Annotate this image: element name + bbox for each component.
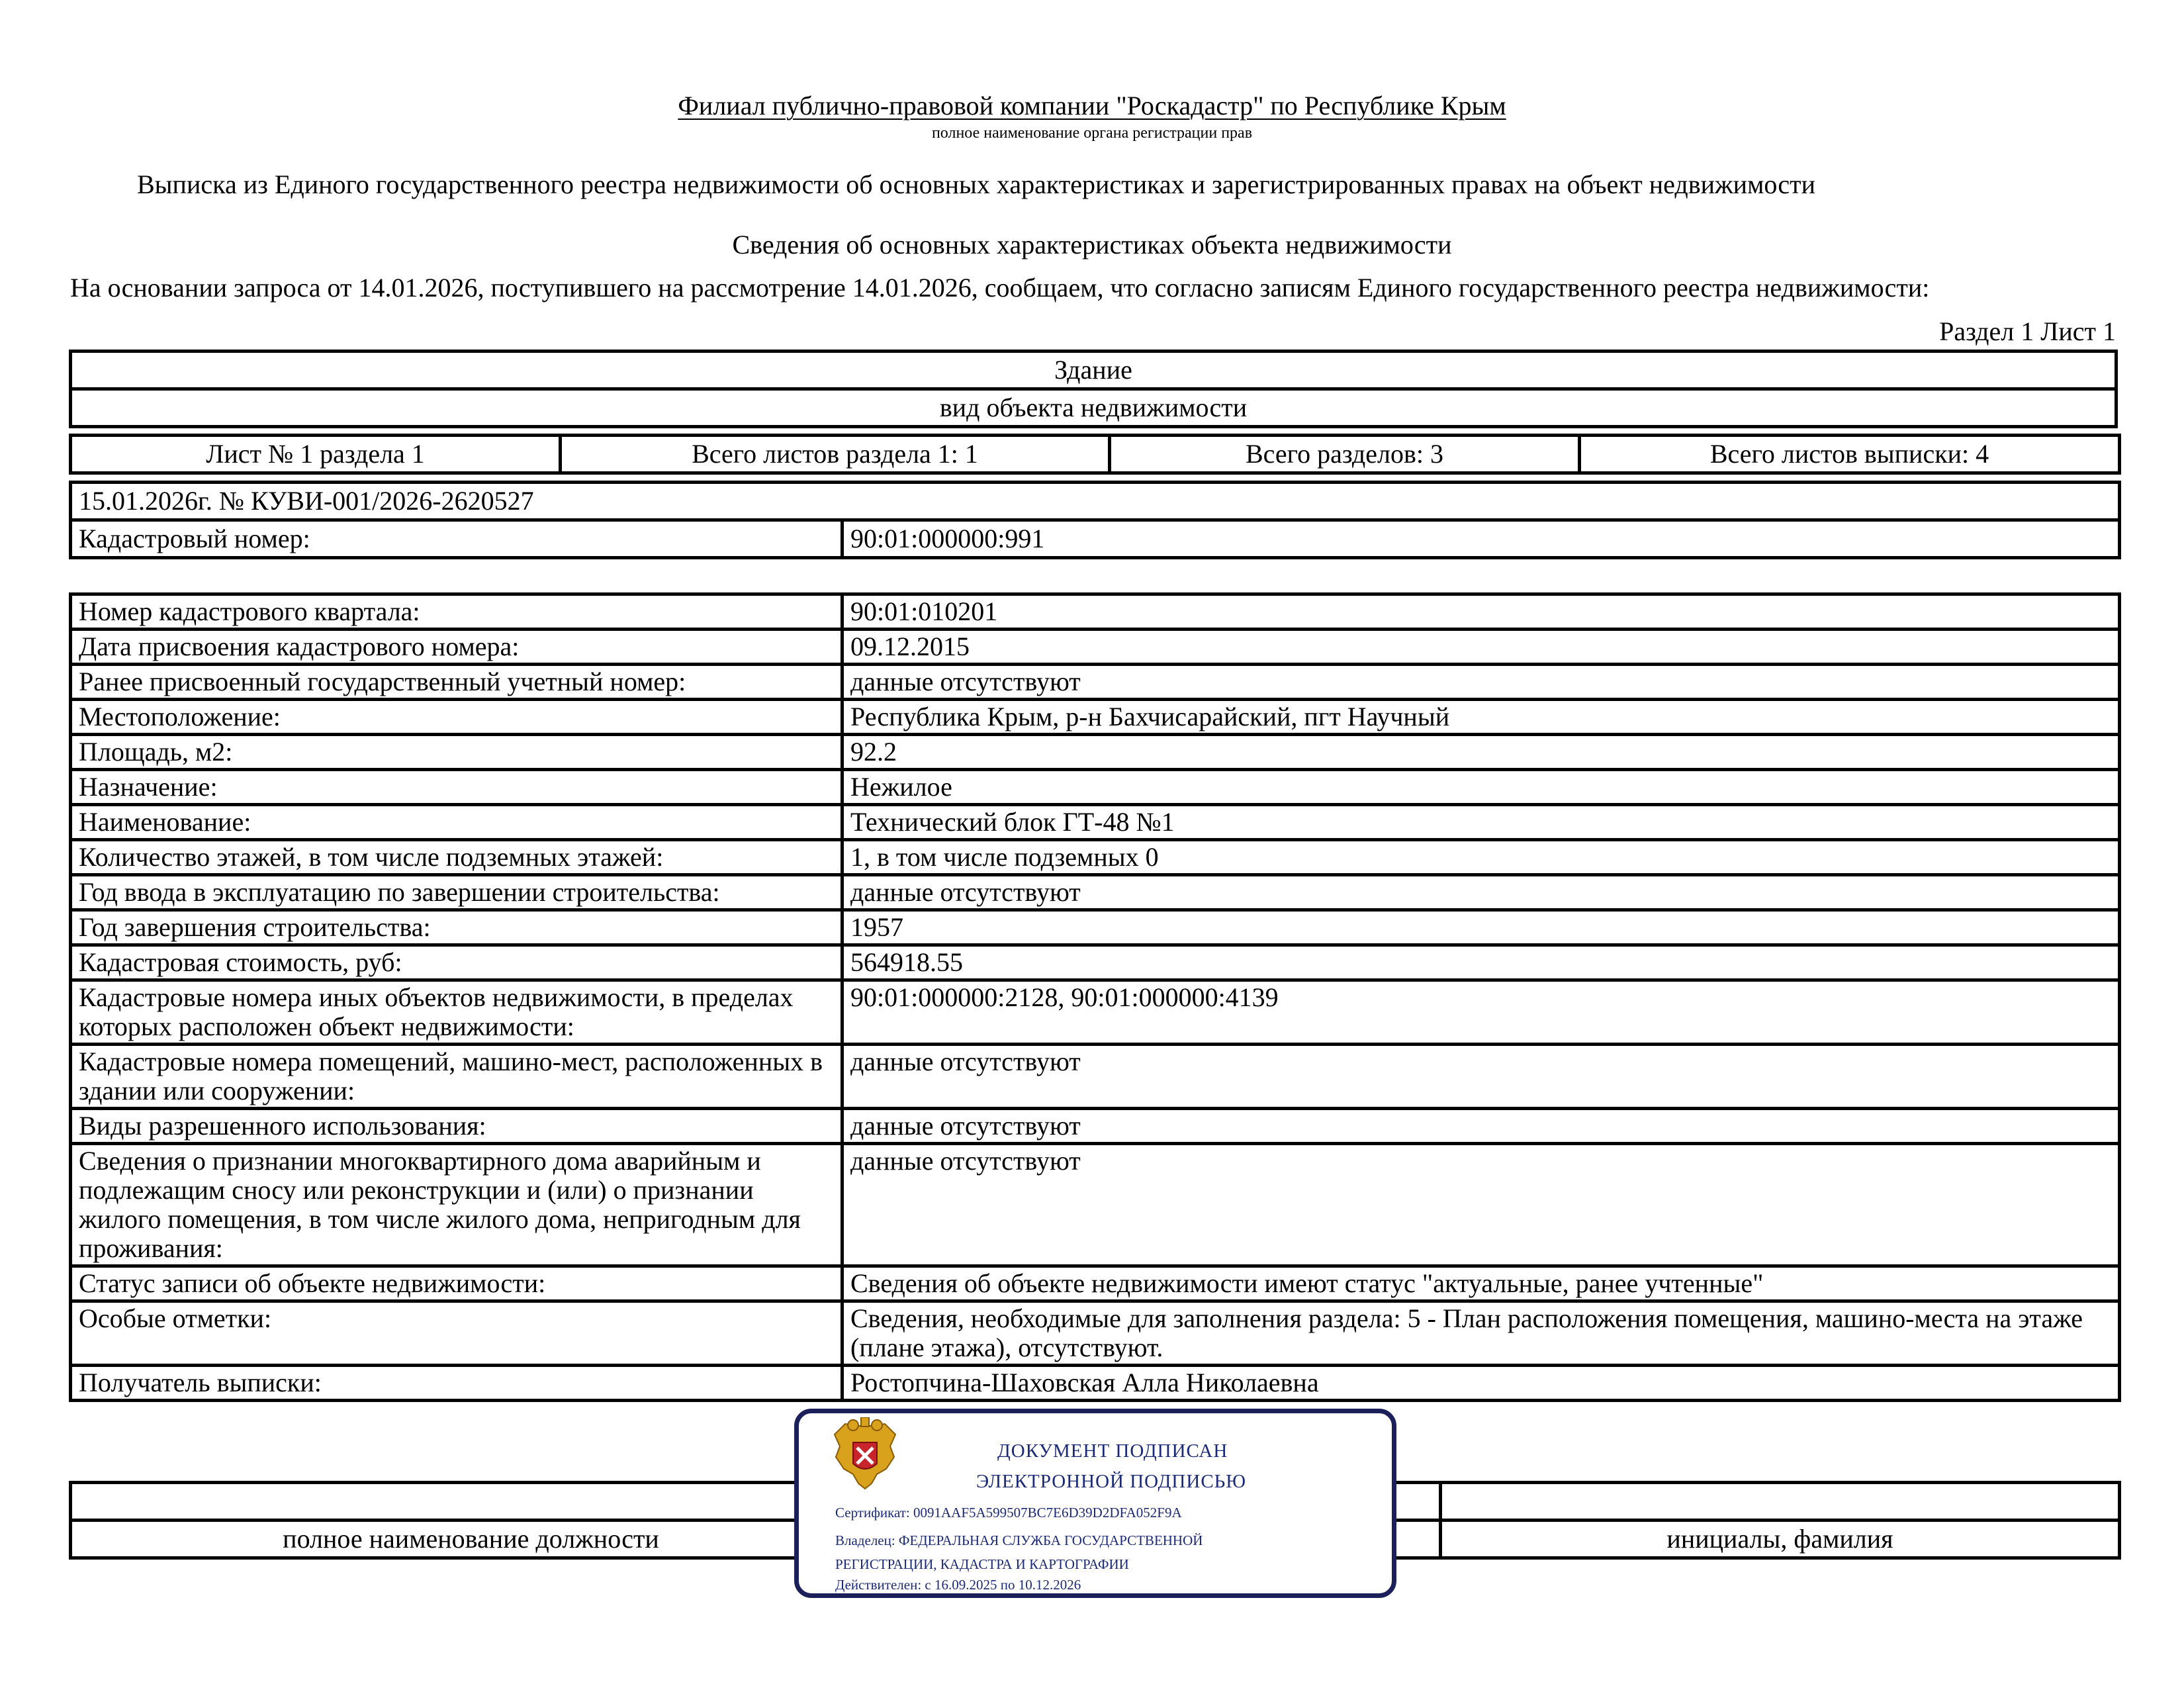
characteristic-value: 09.12.2015 — [842, 630, 2120, 665]
record-date-number: 15.01.2026г. № КУВИ-001/2026-2620527 — [71, 483, 2120, 520]
table-row — [71, 665, 2120, 700]
intro-text: На основании запроса от 14.01.2026, поступившего на рассмотрение 14.01.2026, сообщаем, что согласно записям Единого государственного реестра недвижимости: — [70, 273, 1930, 303]
object-kind-caption: вид объекта недвижимости — [71, 389, 2116, 427]
stamp-title-line2: ЭЛЕКТРОННОЙ ПОДПИСЬЮ — [976, 1471, 1247, 1492]
object-kind-table — [69, 350, 2118, 428]
table-row — [71, 1109, 2120, 1144]
characteristics-table — [69, 592, 2121, 1402]
document-title: Выписка из Единого государственного реестра недвижимости об основных характеристиках и зарегистрированных правах на объект недвижимости — [137, 169, 1816, 199]
organization-caption: полное наименование органа регистрации прав — [931, 124, 1253, 142]
characteristic-label: Назначение: — [71, 770, 842, 805]
table-row — [71, 630, 2120, 665]
coat-of-arms-icon — [831, 1417, 899, 1495]
characteristic-label: Кадастровая стоимость, руб: — [71, 945, 842, 980]
table-row — [71, 1045, 2120, 1109]
characteristic-label: Статус записи об объекте недвижимости: — [71, 1266, 842, 1301]
table-row — [71, 980, 2120, 1045]
name-caption: инициалы, фамилия — [1441, 1521, 2120, 1558]
table-row — [71, 910, 2120, 945]
characteristic-value: данные отсутствуют — [842, 1144, 2120, 1266]
characteristic-value: данные отсутствуют — [842, 875, 2120, 910]
table-row — [71, 840, 2120, 875]
stamp-validity: Действителен: с 16.09.2025 по 10.12.2026 — [835, 1577, 1081, 1593]
characteristic-label: Наименование: — [71, 805, 842, 840]
table-row — [71, 1144, 2120, 1266]
characteristic-label: Год завершения строительства: — [71, 910, 842, 945]
table-row — [71, 805, 2120, 840]
position-caption: полное наименование должности — [71, 1521, 872, 1558]
characteristic-label: Количество этажей, в том числе подземных этажей: — [71, 840, 842, 875]
object-kind-value: Здание — [71, 352, 2116, 389]
organization-name: Филиал публично-правовой компании "Роскадастр" по Республике Крым — [678, 91, 1506, 120]
characteristic-label: Ранее присвоенный государственный учетный номер: — [71, 665, 842, 700]
characteristic-value: 92.2 — [842, 735, 2120, 770]
characteristic-label: Площадь, м2: — [71, 735, 842, 770]
section-sheet-label: Раздел 1 Лист 1 — [1939, 316, 2116, 346]
characteristic-value: Сведения об объекте недвижимости имеют статус "актуальные, ранее учтенные" — [842, 1266, 2120, 1301]
electronic-signature-stamp — [794, 1409, 1396, 1598]
characteristic-label: Особые отметки: — [71, 1301, 842, 1366]
characteristic-label: Местоположение: — [71, 700, 842, 735]
sheet-info-table — [69, 434, 2121, 475]
characteristic-value: 1, в том числе подземных 0 — [842, 840, 2120, 875]
extract-sheets-total: Всего листов выписки: 4 — [1580, 436, 2120, 473]
characteristic-label: Дата присвоения кадастрового номера: — [71, 630, 842, 665]
characteristic-label: Кадастровые номера помещений, машино-мест, расположенных в здании или сооружении: — [71, 1045, 842, 1109]
table-row — [71, 875, 2120, 910]
table-row — [71, 700, 2120, 735]
table-row — [71, 594, 2120, 630]
characteristic-label: Сведения о признании многоквартирного дома аварийным и подлежащим сносу или реконструкции и (или) о признании жилого помещения, в том числе жилого дома, непригодным для проживания: — [71, 1144, 842, 1266]
stamp-certificate: Сертификат: 0091AAF5A599507BC7E6D39D2DFA052F9A — [835, 1505, 1182, 1521]
characteristic-value: Нежилое — [842, 770, 2120, 805]
record-header-table — [69, 481, 2121, 559]
characteristic-value: данные отсутствуют — [842, 665, 2120, 700]
section-sheets-total: Всего листов раздела 1: 1 — [561, 436, 1110, 473]
characteristic-value: 1957 — [842, 910, 2120, 945]
characteristic-label: Год ввода в эксплуатацию по завершении строительства: — [71, 875, 842, 910]
signature-name-field — [1441, 1483, 2120, 1521]
cadastral-number-value: 90:01:000000:991 — [842, 520, 2120, 558]
characteristic-value: Республика Крым, р-н Бахчисарайский, пгт Научный — [842, 700, 2120, 735]
sheet-number: Лист № 1 раздела 1 — [71, 436, 561, 473]
characteristic-value: 90:01:000000:2128, 90:01:000000:4139 — [842, 980, 2120, 1045]
table-row — [71, 1266, 2120, 1301]
table-row — [71, 770, 2120, 805]
cadastral-number-label: Кадастровый номер: — [71, 520, 842, 558]
characteristic-label: Номер кадастрового квартала: — [71, 594, 842, 630]
section-title: Сведения об основных характеристиках объекта недвижимости — [732, 230, 1452, 259]
signature-position-field — [71, 1483, 872, 1521]
table-row — [71, 735, 2120, 770]
characteristic-label: Получатель выписки: — [71, 1366, 842, 1401]
stamp-owner-line1: Владелец: ФЕДЕРАЛЬНАЯ СЛУЖБА ГОСУДАРСТВЕННОЙ — [835, 1532, 1203, 1548]
sections-total: Всего разделов: 3 — [1110, 436, 1580, 473]
table-row — [71, 945, 2120, 980]
characteristic-value: данные отсутствуют — [842, 1045, 2120, 1109]
characteristic-value: 564918.55 — [842, 945, 2120, 980]
stamp-title-line1: ДОКУМЕНТ ПОДПИСАН — [997, 1440, 1228, 1462]
characteristic-value: Сведения, необходимые для заполнения раздела: 5 - План расположения помещения, машино-места на этаже (плане этажа), отсутствуют. — [842, 1301, 2120, 1366]
characteristic-label: Виды разрешенного использования: — [71, 1109, 842, 1144]
characteristic-value: Ростопчина-Шаховская Алла Николаевна — [842, 1366, 2120, 1401]
characteristic-value: данные отсутствуют — [842, 1109, 2120, 1144]
characteristic-value: 90:01:010201 — [842, 594, 2120, 630]
characteristic-value: Технический блок ГТ-48 №1 — [842, 805, 2120, 840]
stamp-owner-line2: РЕГИСТРАЦИИ, КАДАСТРА И КАРТОГРАФИИ — [835, 1556, 1129, 1572]
table-row — [71, 1301, 2120, 1366]
table-row — [71, 1366, 2120, 1401]
characteristic-label: Кадастровые номера иных объектов недвижимости, в пределах которых расположен объект недвижимости: — [71, 980, 842, 1045]
